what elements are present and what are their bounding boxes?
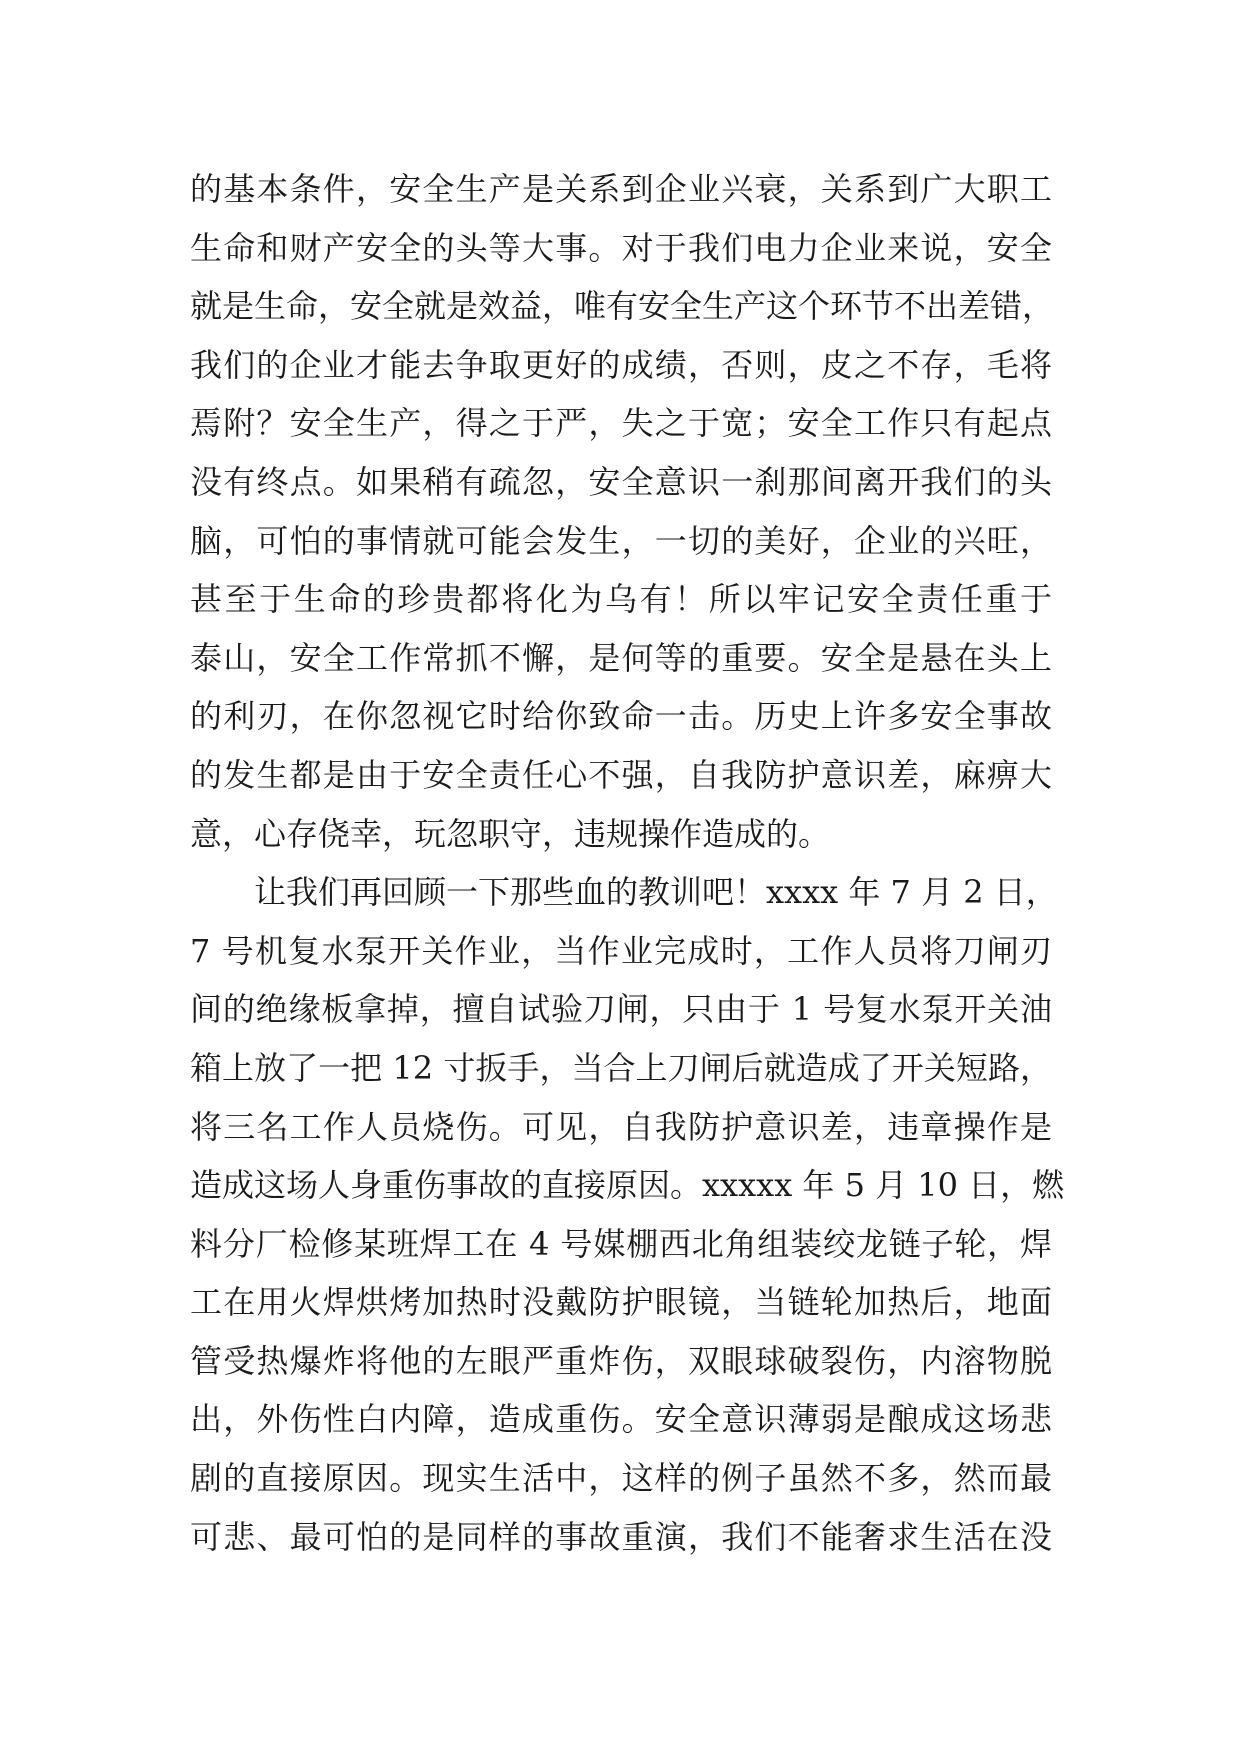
text-line: 可悲、最可怕的是同样的事故重演，我们不能奢求生活在没 [190,1517,1052,1556]
text-line: 工在用火焊烘烤加热时没戴防护眼镜，当链轮加热后，地面 [190,1283,1052,1322]
text-line: 料分厂检修某班焊工在 4 号媒棚西北角组装绞龙链子轮，焊 [190,1224,1052,1263]
text-line: 的基本条件，安全生产是关系到企业兴衰，关系到广大职工 [190,170,1052,208]
text-line: 甚至于生命的珍贵都将化为乌有！所以牢记安全责任重于 [190,580,1052,619]
text-line: 箱上放了一把 12 寸扳手，当合上刀闸后就造成了开关短路， [190,1048,1052,1087]
text-line: 泰山，安全工作常抓不懈，是何等的重要。安全是悬在头上 [190,638,1052,677]
text-line: 我们的企业才能去争取更好的成绩，否则，皮之不存，毛将 [190,345,1052,384]
text-line: 造成这场人身重伤事故的直接原因。xxxxx 年 5 月 10 日，燃 [190,1166,1065,1205]
text-line: 的发生都是由于安全责任心不强，自我防护意识差，麻痹大 [190,755,1052,794]
paragraph-2 [190,863,1065,1566]
text-line: 让我们再回顾一下那些血的教训吧！xxxx 年 7 月 2 日， [254,873,1058,912]
text-line: 管受热爆炸将他的左眼严重炸伤，双眼球破裂伤，内溶物脱 [190,1341,1052,1380]
text-line: 生命和财产安全的头等大事。对于我们电力企业来说，安全 [190,228,1052,267]
text-line: 意，心存侥幸，玩忽职守，违规操作造成的。 [190,814,831,853]
text-line: 剧的直接原因。现实生活中，这样的例子虽然不多，然而最 [190,1459,1052,1498]
text-line: 就是生命，安全就是效益，唯有安全生产这个环节不出差错， [190,287,1055,326]
paragraph-1 [190,160,1055,863]
text-line: 7 号机复水泵开关作业，当作业完成时，工作人员将刀闸刃 [190,931,1052,970]
body-text [190,160,1065,1566]
text-line: 没有终点。如果稍有疏忽，安全意识一刹那间离开我们的头 [190,462,1052,501]
text-line: 出，外伤性白内障，造成重伤。安全意识薄弱是酿成这场悲 [190,1400,1052,1439]
text-line: 的利刃，在你忽视它时给你致命一击。历史上许多安全事故 [190,697,1052,736]
text-line: 间的绝缘板拿掉，擅自试验刀闸，只由于 1 号复水泵开关油 [190,990,1052,1029]
text-line: 将三名工作人员烧伤。可见，自我防护意识差，违章操作是 [190,1107,1052,1146]
text-line: 脑，可怕的事情就可能会发生，一切的美好，企业的兴旺， [190,521,1052,560]
text-line: 焉附？安全生产，得之于严，失之于宽；安全工作只有起点 [190,404,1052,443]
